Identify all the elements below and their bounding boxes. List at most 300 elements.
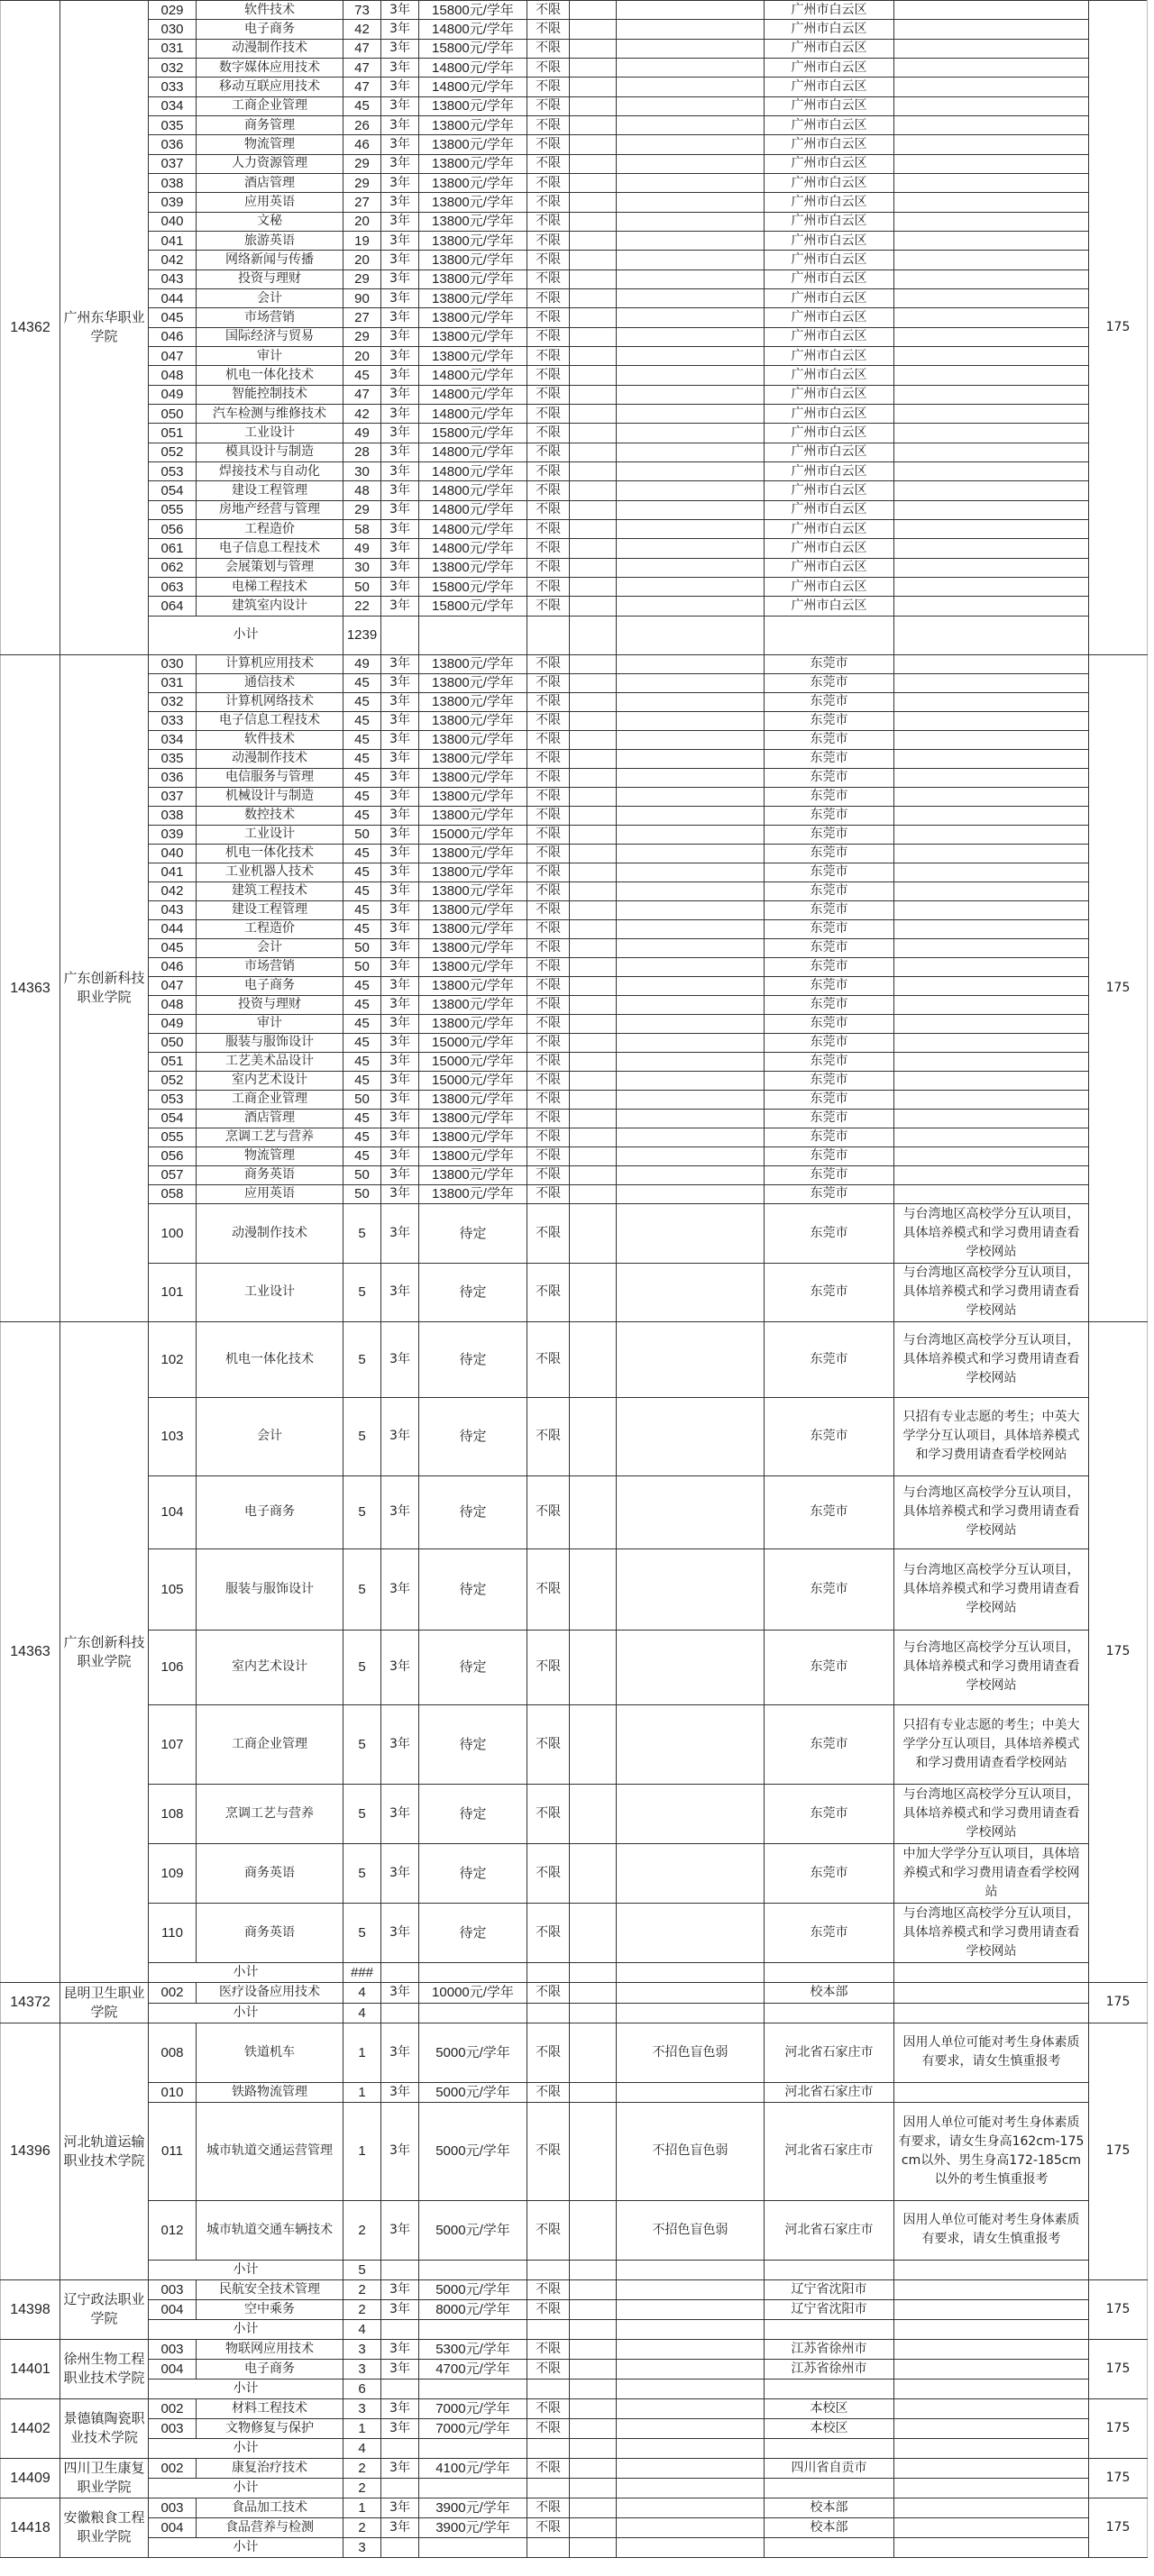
plan-count: 58 xyxy=(343,519,381,538)
major-name: 工业机器人技术 xyxy=(197,863,343,882)
physical-limit xyxy=(617,1,765,20)
plan-count: 42 xyxy=(343,20,381,39)
duration: 3年 xyxy=(381,2200,419,2260)
plan-total: 175 xyxy=(1089,2458,1148,2498)
plan-count: 2 xyxy=(343,2517,381,2537)
subject-requirement: 不限 xyxy=(527,39,570,58)
campus-location: 广州市白云区 xyxy=(765,308,894,327)
plan-count: 45 xyxy=(343,882,381,900)
empty-cell xyxy=(570,2023,617,2082)
campus-location: 广州市白云区 xyxy=(765,558,894,577)
remark xyxy=(894,269,1089,288)
table-row xyxy=(1,1014,1148,1033)
campus-location: 东莞市 xyxy=(765,1263,894,1321)
major-code: 004 xyxy=(149,2299,197,2319)
tuition-fee: 3900元/学年 xyxy=(419,2498,527,2517)
physical-limit xyxy=(617,1109,765,1128)
empty-cell xyxy=(527,1962,570,1982)
empty-cell xyxy=(570,231,617,250)
empty-cell xyxy=(894,616,1089,654)
school-name: 广东创新科技职业学院 xyxy=(60,654,149,1321)
campus-location: 河北省石家庄市 xyxy=(765,2102,894,2200)
remark xyxy=(894,1090,1089,1109)
school-code: 14398 xyxy=(1,2279,60,2339)
empty-cell xyxy=(570,1165,617,1184)
duration: 3年 xyxy=(381,327,419,346)
duration: 3年 xyxy=(381,366,419,385)
subject-requirement: 不限 xyxy=(527,1548,570,1630)
table-row xyxy=(1,1263,1148,1321)
empty-cell xyxy=(570,20,617,39)
remark xyxy=(894,577,1089,596)
table-row xyxy=(1,976,1148,995)
plan-count: 5 xyxy=(343,1397,381,1475)
empty-cell xyxy=(381,2379,419,2398)
major-name: 文物修复与保护 xyxy=(197,2418,343,2438)
duration: 3年 xyxy=(381,1165,419,1184)
empty-cell xyxy=(570,957,617,976)
physical-limit xyxy=(617,96,765,115)
major-code: 002 xyxy=(149,2458,197,2478)
empty-cell xyxy=(419,2319,527,2339)
major-code: 030 xyxy=(149,654,197,673)
table-row xyxy=(1,1903,1148,1962)
tuition-fee: 14800元/学年 xyxy=(419,539,527,558)
subtotal-label: 小计 xyxy=(149,2003,343,2023)
subject-requirement: 不限 xyxy=(527,1109,570,1128)
empty-cell xyxy=(765,2537,894,2557)
duration: 3年 xyxy=(381,2359,419,2379)
table-row xyxy=(1,1548,1148,1630)
major-name: 汽车检测与维修技术 xyxy=(197,404,343,423)
empty-cell xyxy=(570,385,617,404)
empty-cell xyxy=(570,2418,617,2438)
remark: 因用人单位可能对考生身体素质有要求，请女生身高162cm-175cm以外、男生身高172-185cm以外的考生慎重报考 xyxy=(894,2102,1089,2200)
tuition-fee: 待定 xyxy=(419,1903,527,1962)
plan-count: 1 xyxy=(343,2498,381,2517)
duration: 3年 xyxy=(381,768,419,787)
table-row xyxy=(1,1146,1148,1165)
duration: 3年 xyxy=(381,1109,419,1128)
duration: 3年 xyxy=(381,900,419,919)
subject-requirement: 不限 xyxy=(527,2359,570,2379)
plan-total: 175 xyxy=(1089,2498,1148,2557)
subject-requirement: 不限 xyxy=(527,730,570,749)
campus-location: 广州市白云区 xyxy=(765,404,894,423)
plan-count: 50 xyxy=(343,577,381,596)
subject-requirement: 不限 xyxy=(527,1033,570,1052)
remark xyxy=(894,424,1089,443)
campus-location: 东莞市 xyxy=(765,957,894,976)
plan-count: 47 xyxy=(343,385,381,404)
empty-cell xyxy=(570,2003,617,2023)
major-name: 智能控制技术 xyxy=(197,385,343,404)
major-name: 投资与理财 xyxy=(197,269,343,288)
table-row xyxy=(1,2299,1148,2319)
major-name: 医疗设备应用技术 xyxy=(197,1982,343,2003)
empty-cell xyxy=(617,2003,765,2023)
plan-count: 2 xyxy=(343,2279,381,2299)
tuition-fee: 13800元/学年 xyxy=(419,96,527,115)
empty-cell xyxy=(894,2319,1089,2339)
major-name: 电信服务与管理 xyxy=(197,768,343,787)
campus-location: 东莞市 xyxy=(765,730,894,749)
empty-cell xyxy=(419,1962,527,1982)
tuition-fee: 13800元/学年 xyxy=(419,346,527,365)
empty-cell xyxy=(570,251,617,269)
major-name: 工商企业管理 xyxy=(197,1704,343,1784)
duration: 3年 xyxy=(381,424,419,443)
duration: 3年 xyxy=(381,844,419,863)
major-name: 建设工程管理 xyxy=(197,481,343,500)
campus-location: 校本部 xyxy=(765,1982,894,2003)
remark xyxy=(894,231,1089,250)
plan-count: 49 xyxy=(343,424,381,443)
major-name: 工业设计 xyxy=(197,825,343,844)
campus-location: 四川省自贡市 xyxy=(765,2458,894,2478)
subject-requirement: 不限 xyxy=(527,1843,570,1903)
physical-limit xyxy=(617,346,765,365)
empty-cell xyxy=(419,2478,527,2498)
duration: 3年 xyxy=(381,173,419,192)
major-name: 商务管理 xyxy=(197,115,343,134)
physical-limit xyxy=(617,692,765,711)
campus-location: 东莞市 xyxy=(765,1630,894,1704)
school-name: 广东创新科技职业学院 xyxy=(60,1321,149,1982)
major-name: 铁路物流管理 xyxy=(197,2082,343,2102)
remark xyxy=(894,1109,1089,1128)
tuition-fee: 13800元/学年 xyxy=(419,327,527,346)
subject-requirement: 不限 xyxy=(527,308,570,327)
major-name: 机电一体化技术 xyxy=(197,1321,343,1397)
table-row xyxy=(1,711,1148,730)
school-name: 广州东华职业学院 xyxy=(60,1,149,655)
empty-cell xyxy=(570,2478,617,2498)
remark xyxy=(894,692,1089,711)
remark xyxy=(894,863,1089,882)
major-code: 055 xyxy=(149,500,197,519)
tuition-fee: 14800元/学年 xyxy=(419,404,527,423)
table-row xyxy=(1,539,1148,558)
duration: 3年 xyxy=(381,919,419,938)
remark: 与台湾地区高校学分互认项目，具体培养模式和学习费用请查看学校网站 xyxy=(894,1263,1089,1321)
physical-limit xyxy=(617,58,765,77)
major-name: 房地产经营与管理 xyxy=(197,500,343,519)
tuition-fee: 13800元/学年 xyxy=(419,654,527,673)
empty-cell xyxy=(570,288,617,307)
major-name: 城市轨道交通车辆技术 xyxy=(197,2200,343,2260)
plan-count: 45 xyxy=(343,711,381,730)
empty-cell xyxy=(419,2003,527,2023)
major-code: 036 xyxy=(149,135,197,154)
subject-requirement: 不限 xyxy=(527,539,570,558)
table-row xyxy=(1,1630,1148,1704)
plan-count: 45 xyxy=(343,787,381,806)
major-code: 044 xyxy=(149,288,197,307)
duration: 3年 xyxy=(381,2023,419,2082)
subject-requirement: 不限 xyxy=(527,768,570,787)
remark xyxy=(894,346,1089,365)
major-code: 058 xyxy=(149,1184,197,1203)
tuition-fee: 待定 xyxy=(419,1843,527,1903)
duration: 3年 xyxy=(381,2418,419,2438)
subject-requirement: 不限 xyxy=(527,346,570,365)
table-row xyxy=(1,308,1148,327)
empty-cell xyxy=(570,519,617,538)
empty-cell xyxy=(570,1982,617,2003)
duration: 3年 xyxy=(381,461,419,480)
major-name: 食品营养与检测 xyxy=(197,2517,343,2537)
school-code: 14401 xyxy=(1,2339,60,2398)
empty-cell xyxy=(570,1146,617,1165)
empty-cell xyxy=(570,539,617,558)
major-code: 048 xyxy=(149,995,197,1014)
major-name: 服装与服饰设计 xyxy=(197,1548,343,1630)
tuition-fee: 15800元/学年 xyxy=(419,577,527,596)
empty-cell xyxy=(570,1704,617,1784)
table-row xyxy=(1,730,1148,749)
table-row xyxy=(1,1052,1148,1071)
physical-limit xyxy=(617,577,765,596)
plan-count: 22 xyxy=(343,597,381,616)
subtotal-row xyxy=(1,2003,1148,2023)
remark: 因用人单位可能对考生身体素质有要求，请女生慎重报考 xyxy=(894,2023,1089,2082)
duration: 3年 xyxy=(381,1321,419,1397)
tuition-fee: 15800元/学年 xyxy=(419,424,527,443)
physical-limit xyxy=(617,539,765,558)
empty-cell xyxy=(570,806,617,825)
subject-requirement: 不限 xyxy=(527,366,570,385)
physical-limit xyxy=(617,366,765,385)
major-name: 市场营销 xyxy=(197,957,343,976)
physical-limit xyxy=(617,1071,765,1090)
major-code: 032 xyxy=(149,58,197,77)
physical-limit xyxy=(617,327,765,346)
table-row xyxy=(1,346,1148,365)
duration: 3年 xyxy=(381,976,419,995)
empty-cell xyxy=(570,500,617,519)
tuition-fee: 14800元/学年 xyxy=(419,519,527,538)
subtotal-count: 5 xyxy=(343,2260,381,2279)
table-row xyxy=(1,366,1148,385)
major-code: 002 xyxy=(149,2398,197,2418)
empty-cell xyxy=(570,919,617,938)
major-code: 035 xyxy=(149,115,197,134)
plan-count: 50 xyxy=(343,1165,381,1184)
plan-count: 90 xyxy=(343,288,381,307)
remark xyxy=(894,193,1089,212)
plan-count: 49 xyxy=(343,539,381,558)
subject-requirement: 不限 xyxy=(527,96,570,115)
campus-location: 广州市白云区 xyxy=(765,251,894,269)
empty-cell xyxy=(570,1128,617,1146)
physical-limit xyxy=(617,1704,765,1784)
subject-requirement: 不限 xyxy=(527,1704,570,1784)
plan-count: 3 xyxy=(343,2339,381,2359)
tuition-fee: 13800元/学年 xyxy=(419,308,527,327)
table-row xyxy=(1,2458,1148,2478)
physical-limit xyxy=(617,806,765,825)
major-code: 046 xyxy=(149,327,197,346)
tuition-fee: 待定 xyxy=(419,1630,527,1704)
major-name: 工程造价 xyxy=(197,919,343,938)
major-name: 数字媒体应用技术 xyxy=(197,58,343,77)
empty-cell xyxy=(765,616,894,654)
tuition-fee: 13800元/学年 xyxy=(419,844,527,863)
empty-cell xyxy=(570,938,617,957)
empty-cell xyxy=(570,616,617,654)
remark xyxy=(894,173,1089,192)
major-name: 室内艺术设计 xyxy=(197,1071,343,1090)
plan-count: 20 xyxy=(343,346,381,365)
remark xyxy=(894,995,1089,1014)
physical-limit xyxy=(617,673,765,692)
major-code: 041 xyxy=(149,231,197,250)
campus-location: 河北省石家庄市 xyxy=(765,2200,894,2260)
duration: 3年 xyxy=(381,806,419,825)
table-row xyxy=(1,882,1148,900)
duration: 3年 xyxy=(381,1090,419,1109)
physical-limit xyxy=(617,404,765,423)
campus-location: 东莞市 xyxy=(765,1128,894,1146)
duration: 3年 xyxy=(381,58,419,77)
subject-requirement: 不限 xyxy=(527,2082,570,2102)
campus-location: 东莞市 xyxy=(765,673,894,692)
major-code: 037 xyxy=(149,787,197,806)
duration: 3年 xyxy=(381,597,419,616)
subtotal-row xyxy=(1,2478,1148,2498)
campus-location: 广州市白云区 xyxy=(765,424,894,443)
empty-cell xyxy=(570,2339,617,2359)
plan-count: 5 xyxy=(343,1203,381,1263)
major-name: 焊接技术与自动化 xyxy=(197,461,343,480)
plan-count: 5 xyxy=(343,1263,381,1321)
major-name: 商务英语 xyxy=(197,1843,343,1903)
empty-cell xyxy=(570,787,617,806)
major-name: 通信技术 xyxy=(197,673,343,692)
empty-cell xyxy=(527,2537,570,2557)
duration: 3年 xyxy=(381,2082,419,2102)
subject-requirement: 不限 xyxy=(527,461,570,480)
table-row xyxy=(1,461,1148,480)
duration: 3年 xyxy=(381,20,419,39)
empty-cell xyxy=(570,2438,617,2458)
duration: 3年 xyxy=(381,115,419,134)
campus-location: 广州市白云区 xyxy=(765,193,894,212)
physical-limit xyxy=(617,2359,765,2379)
tuition-fee: 13800元/学年 xyxy=(419,115,527,134)
plan-count: 45 xyxy=(343,900,381,919)
tuition-fee: 14800元/学年 xyxy=(419,461,527,480)
major-code: 043 xyxy=(149,269,197,288)
subject-requirement: 不限 xyxy=(527,1071,570,1090)
plan-count: 42 xyxy=(343,404,381,423)
table-row xyxy=(1,2339,1148,2359)
subject-requirement: 不限 xyxy=(527,173,570,192)
campus-location: 广州市白云区 xyxy=(765,39,894,58)
physical-limit xyxy=(617,424,765,443)
campus-location: 河北省石家庄市 xyxy=(765,2082,894,2102)
empty-cell xyxy=(570,2458,617,2478)
tuition-fee: 15800元/学年 xyxy=(419,597,527,616)
empty-cell xyxy=(570,730,617,749)
physical-limit xyxy=(617,1014,765,1033)
empty-cell xyxy=(765,2003,894,2023)
duration: 3年 xyxy=(381,519,419,538)
duration: 3年 xyxy=(381,1843,419,1903)
empty-cell xyxy=(527,2478,570,2498)
physical-limit xyxy=(617,1146,765,1165)
plan-count: 47 xyxy=(343,78,381,96)
physical-limit xyxy=(617,2339,765,2359)
major-code: 063 xyxy=(149,577,197,596)
remark xyxy=(894,20,1089,39)
remark: 与台湾地区高校学分互认项目，具体培养模式和学习费用请查看学校网站 xyxy=(894,1475,1089,1548)
duration: 3年 xyxy=(381,269,419,288)
major-name: 审计 xyxy=(197,1014,343,1033)
school-name: 徐州生物工程职业技术学院 xyxy=(60,2339,149,2398)
remark xyxy=(894,2517,1089,2537)
table-row xyxy=(1,404,1148,423)
remark xyxy=(894,78,1089,96)
empty-cell xyxy=(765,2379,894,2398)
remark xyxy=(894,825,1089,844)
remark xyxy=(894,366,1089,385)
campus-location: 本校区 xyxy=(765,2418,894,2438)
campus-location: 广州市白云区 xyxy=(765,212,894,231)
tuition-fee: 5000元/学年 xyxy=(419,2200,527,2260)
school-name: 安徽粮食工程职业学院 xyxy=(60,2498,149,2557)
plan-count: 45 xyxy=(343,1052,381,1071)
empty-cell xyxy=(570,212,617,231)
major-code: 106 xyxy=(149,1630,197,1704)
duration: 3年 xyxy=(381,385,419,404)
plan-count: 45 xyxy=(343,976,381,995)
subject-requirement: 不限 xyxy=(527,1397,570,1475)
major-name: 旅游英语 xyxy=(197,231,343,250)
table-row xyxy=(1,654,1148,673)
subject-requirement: 不限 xyxy=(527,938,570,957)
major-name: 室内艺术设计 xyxy=(197,1630,343,1704)
empty-cell xyxy=(570,135,617,154)
remark: 中加大学学分互认项目，具体培养模式和学习费用请查看学校网站 xyxy=(894,1843,1089,1903)
physical-limit xyxy=(617,1903,765,1962)
empty-cell xyxy=(894,2260,1089,2279)
subject-requirement: 不限 xyxy=(527,269,570,288)
major-code: 037 xyxy=(149,154,197,173)
physical-limit: 不招色盲色弱 xyxy=(617,2200,765,2260)
campus-location: 东莞市 xyxy=(765,1014,894,1033)
duration: 3年 xyxy=(381,2398,419,2418)
subject-requirement: 不限 xyxy=(527,385,570,404)
tuition-fee: 待定 xyxy=(419,1321,527,1397)
empty-cell xyxy=(570,2537,617,2557)
plan-count: 20 xyxy=(343,251,381,269)
duration: 3年 xyxy=(381,673,419,692)
table-row xyxy=(1,500,1148,519)
major-name: 物联网应用技术 xyxy=(197,2339,343,2359)
plan-count: 30 xyxy=(343,461,381,480)
empty-cell xyxy=(570,424,617,443)
empty-cell xyxy=(570,404,617,423)
table-row xyxy=(1,749,1148,768)
subject-requirement: 不限 xyxy=(527,500,570,519)
table-row xyxy=(1,2418,1148,2438)
plan-total: 175 xyxy=(1089,2339,1148,2398)
table-row xyxy=(1,768,1148,787)
physical-limit xyxy=(617,1843,765,1903)
major-code: 047 xyxy=(149,976,197,995)
